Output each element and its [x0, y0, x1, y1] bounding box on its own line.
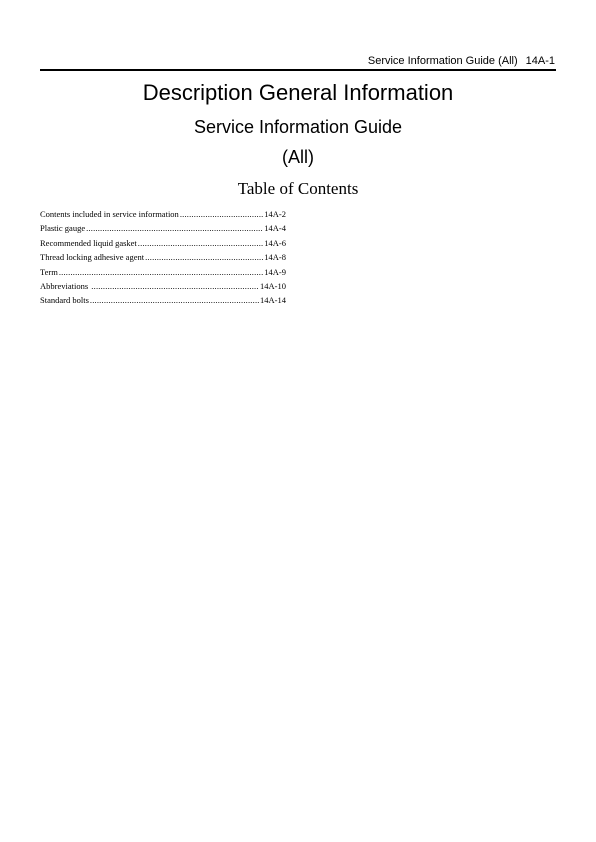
page-title: Description General Information — [142, 80, 454, 105]
toc-entry-label: Term — [40, 266, 58, 277]
toc-entry-page: 14A-8 — [264, 252, 286, 263]
toc-leader-dots — [180, 207, 263, 221]
toc-leader-dots — [91, 279, 259, 293]
toc-entry-page: 14A-9 — [264, 266, 286, 277]
header-rule — [40, 69, 556, 71]
toc-leader-dots — [138, 236, 263, 250]
page-subtitle-scope: (All) — [282, 147, 314, 167]
page-subtitle: Service Information Guide — [193, 117, 403, 137]
toc-entry-page: 14A-2 — [264, 209, 286, 219]
toc-entry[interactable] — [40, 207, 286, 221]
toc-entry[interactable] — [40, 265, 286, 279]
toc-entry-label: Recommended liquid gasket — [40, 237, 137, 248]
header-section-title: Service Information Guide (All) — [367, 55, 518, 67]
toc-entry-label: Standard bolts — [40, 295, 89, 306]
toc-entry[interactable] — [40, 250, 286, 264]
toc-entry[interactable] — [40, 236, 286, 250]
toc-entry[interactable] — [40, 279, 286, 293]
toc-entry-page: 14A-6 — [264, 237, 286, 248]
toc-leader-dots — [59, 265, 263, 279]
toc-heading: Table of Contents — [237, 179, 359, 198]
toc-entry-label: Plastic gauge — [40, 223, 86, 234]
toc-entry-label: Thread locking adhesive agent — [40, 252, 145, 263]
toc-leader-dots — [145, 250, 263, 264]
toc-entry-page: 14A-4 — [264, 223, 286, 234]
toc-entry-page: 14A-14 — [260, 295, 286, 306]
toc-entry-label: Contents included in service information — [40, 209, 179, 219]
header-page-number: 14A-1 — [525, 55, 555, 67]
running-header — [368, 55, 555, 68]
toc-entry[interactable] — [40, 293, 286, 307]
toc-leader-dots — [86, 221, 263, 235]
toc-entry[interactable] — [40, 221, 286, 235]
toc-leader-dots — [90, 293, 259, 307]
toc-entry-label: Abbreviations — [40, 281, 91, 292]
table-of-contents — [40, 207, 286, 308]
toc-entry-page: 14A-10 — [260, 281, 286, 292]
